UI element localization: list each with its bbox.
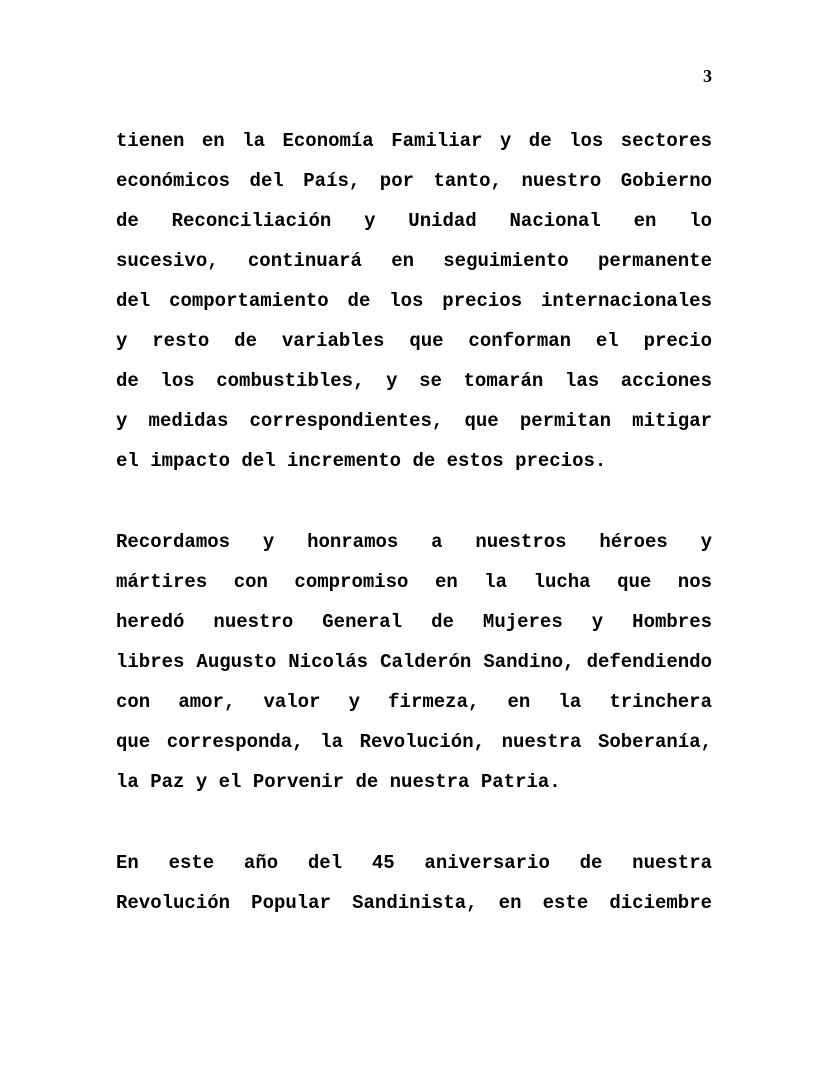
text-line: heredó nuestro General de Mujeres y Hombres [116,611,712,633]
text-line: y medidas correspondientes, que permitan mitigar [116,410,712,432]
text-line: tienen en la Economía Familiar y de los sectores [116,130,712,152]
text-line: Recordamos y honramos a nuestros héroes y [116,531,712,553]
text-line: el impacto del incremento de estos precios. [116,450,607,472]
text-line: de Reconciliación y Unidad Nacional en lo [116,210,712,232]
text-line: Revolución Popular Sandinista, en este diciembre [116,892,712,914]
paragraph-2 [116,522,712,802]
text-line: mártires con compromiso en la lucha que nos [116,571,712,593]
text-line: de los combustibles, y se tomarán las acciones [116,370,712,392]
text-line: En este año del 45 aniversario de nuestra [116,852,712,874]
text-line: que corresponda, la Revolución, nuestra Soberanía, [116,731,712,753]
text-line: libres Augusto Nicolás Calderón Sandino, defendiendo [116,651,712,673]
text-line: sucesivo, continuará en seguimiento permanente [116,250,712,272]
paragraph-1 [116,121,712,481]
text-line: económicos del País, por tanto, nuestro Gobierno [116,170,712,192]
text-line: la Paz y el Porvenir de nuestra Patria. [116,771,561,793]
text-line: con amor, valor y firmeza, en la trinchera [116,691,712,713]
paragraph-3 [116,843,712,923]
text-line: del comportamiento de los precios internacionales [116,290,712,312]
page-number: 3 [703,66,712,86]
text-line: y resto de variables que conforman el precio [116,330,712,352]
